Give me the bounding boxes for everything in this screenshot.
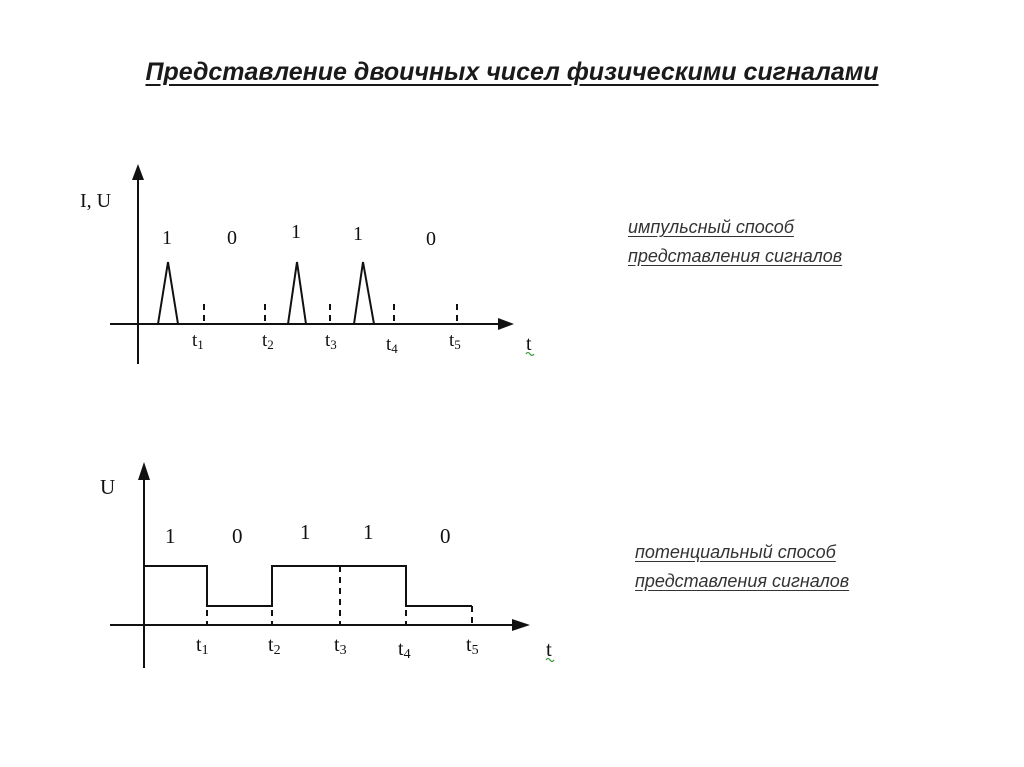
potential-y-label: U xyxy=(100,475,116,499)
potential-caption xyxy=(635,538,849,596)
pulse-time-label-t1: t1 xyxy=(192,330,204,352)
pulse-x-label: t xyxy=(526,333,532,355)
potential-caption-line: потенциальный способ xyxy=(635,542,836,562)
page-title: Представление двоичных чисел физическими сигналами xyxy=(145,58,879,86)
pulse-time-label-t4: t4 xyxy=(386,334,398,356)
pulse-bit-label: 0 xyxy=(426,228,436,250)
potential-bit-label: 1 xyxy=(165,524,176,548)
pulse-time-label-t3: t3 xyxy=(325,330,337,352)
potential-time-label-t4: t4 xyxy=(398,638,411,662)
potential-bit-label: 1 xyxy=(363,520,374,544)
potential-caption-line: представления сигналов xyxy=(635,571,850,591)
pulse-caption-line: импульсный способ xyxy=(628,217,794,237)
potential-signal-line xyxy=(144,566,472,606)
pulse-time-label-t2: t2 xyxy=(262,330,274,352)
potential-time-label-t2: t2 xyxy=(268,634,281,658)
pulse-bit-label: 1 xyxy=(291,221,301,243)
potential-time-label-t3: t3 xyxy=(334,634,347,658)
potential-bit-label: 0 xyxy=(440,524,451,548)
pulse-bit-label: 0 xyxy=(227,227,237,249)
pulse-bit-label: 1 xyxy=(162,227,172,249)
pulse-bit-label: 1 xyxy=(353,223,363,245)
potential-bit-label: 0 xyxy=(232,524,243,548)
pulse-time-label-t5: t5 xyxy=(449,330,461,352)
pulse-y-label: I, U xyxy=(80,190,112,212)
potential-x-label: t xyxy=(546,637,552,661)
potential-y-axis-arrow xyxy=(138,462,150,480)
potential-time-label-t1: t1 xyxy=(196,634,209,658)
pulse-caption xyxy=(628,213,842,271)
potential-bit-label: 1 xyxy=(300,520,311,544)
potential-time-label-t5: t5 xyxy=(466,634,479,658)
pulse-caption-line: представления сигналов xyxy=(628,246,843,266)
potential-x-axis-arrow xyxy=(512,619,530,631)
